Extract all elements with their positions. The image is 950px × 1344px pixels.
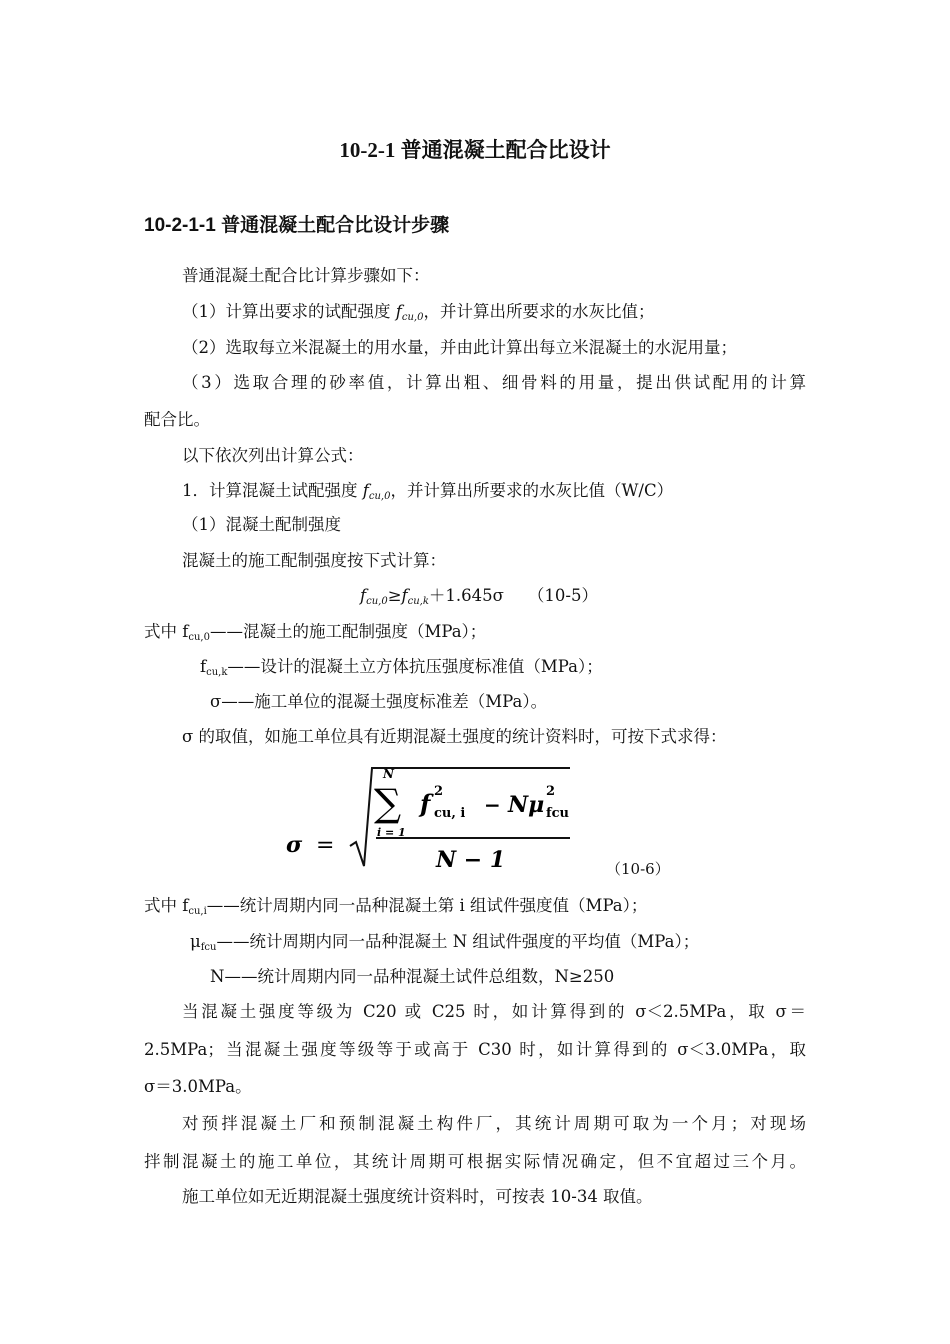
intro-text: 普通混凝土配合比计算步骤如下： bbox=[182, 266, 430, 285]
item-1: 1．计算混凝土试配强度 $f_{cu,0}$，并计算出所要求的水灰比值（W/C） bbox=[182, 481, 674, 502]
formula-10-6 bbox=[280, 764, 600, 876]
para-period-line2: 拌制混凝土的施工单位，其统计周期可根据实际情况确定，但不宜超过三个月。 bbox=[144, 1152, 806, 1171]
para-table-ref: 施工单位如无近期混凝土强度统计资料时，可按表 10-34 取值。 bbox=[182, 1187, 653, 1206]
term-mu-sup: 2 bbox=[546, 784, 556, 799]
denominator: N − 1 bbox=[436, 847, 506, 873]
item-1-subheading: （1）混凝土配制强度 bbox=[182, 515, 341, 534]
para-period-line1: 对预拌混凝土厂和预制混凝土构件厂，其统计周期可取为一个月；对现场 bbox=[182, 1114, 806, 1133]
term-f: f bbox=[420, 789, 431, 818]
sum-upper-limit: N bbox=[383, 767, 394, 781]
term-f-sub: cu, i bbox=[434, 806, 466, 821]
item-1-text: 混凝土的施工配制强度按下式计算： bbox=[182, 551, 446, 570]
term-n-mu: Nμ bbox=[508, 792, 545, 818]
section-heading: 10-2-1-1 普通混凝土配合比设计步骤 bbox=[144, 215, 450, 236]
where-fcuk: $f_{cu,k}——$设计的混凝土立方体抗压强度标准值（MPa）； bbox=[200, 657, 603, 678]
list-intro: 以下依次列出计算公式： bbox=[182, 446, 364, 465]
where-fcu0: 式中 $f_{cu,0}——$混凝土的施工配制强度（MPa）； bbox=[144, 622, 487, 643]
term-mu-sub: fcu bbox=[546, 806, 569, 821]
step-2: （2）选取每立米混凝土的用水量，并由此计算出每立米混凝土的水泥用量； bbox=[182, 338, 737, 357]
equals-sign: = bbox=[316, 833, 335, 858]
step-3-line2: 配合比。 bbox=[144, 410, 210, 429]
where-mufcu: $\mu_{fcu}——$统计周期内同一品种混凝土 N 组试件强度的平均值（MPa）； bbox=[190, 932, 700, 953]
where-n: N——统计周期内同一品种混凝土试件总组数，N≥250 bbox=[210, 967, 615, 986]
equation-number-10-6: （10-6） bbox=[606, 860, 670, 878]
step-3-line1: （3）选取合理的砂率值，计算出粗、细骨料的用量，提出供试配用的计算 bbox=[182, 373, 806, 392]
summation-symbol: ∑ bbox=[374, 781, 402, 825]
formula-10-5: $f_{cu,0}\ge f_{cu,k}+1.645\sigma$ （10-5） bbox=[360, 586, 598, 607]
para-sigma-line3: σ＝3.0MPa。 bbox=[144, 1077, 252, 1096]
where-fcui: 式中 $f_{cu,i}——$统计周期内同一品种混凝土第 i 组试件强度值（MPa）； bbox=[144, 896, 648, 917]
where-sigma: σ——施工单位的混凝土强度标准差（MPa）。 bbox=[210, 692, 548, 711]
sigma-text: σ 的取值，如施工单位具有近期混凝土强度的统计资料时，可按下式求得： bbox=[182, 727, 727, 746]
sum-lower-limit: i = 1 bbox=[377, 826, 406, 839]
sigma-symbol: σ bbox=[286, 832, 303, 858]
term-f-sup: 2 bbox=[434, 784, 444, 799]
para-sigma-line1: 当混凝土强度等级为 C20 或 C25 时，如计算得到的 σ＜2.5MPa，取 σ＝ bbox=[182, 1002, 806, 1021]
step-1: （1）计算出要求的试配强度 $f_{cu,0}$，并计算出所要求的水灰比值； bbox=[182, 302, 655, 323]
minus-sign: − bbox=[484, 793, 501, 817]
page-title: 10-2-1 普通混凝土配合比设计 bbox=[339, 138, 611, 162]
para-sigma-line2: 2.5MPa；当混凝土强度等级等于或高于 C30 时，如计算得到的 σ＜3.0MPa，取 bbox=[144, 1040, 806, 1059]
